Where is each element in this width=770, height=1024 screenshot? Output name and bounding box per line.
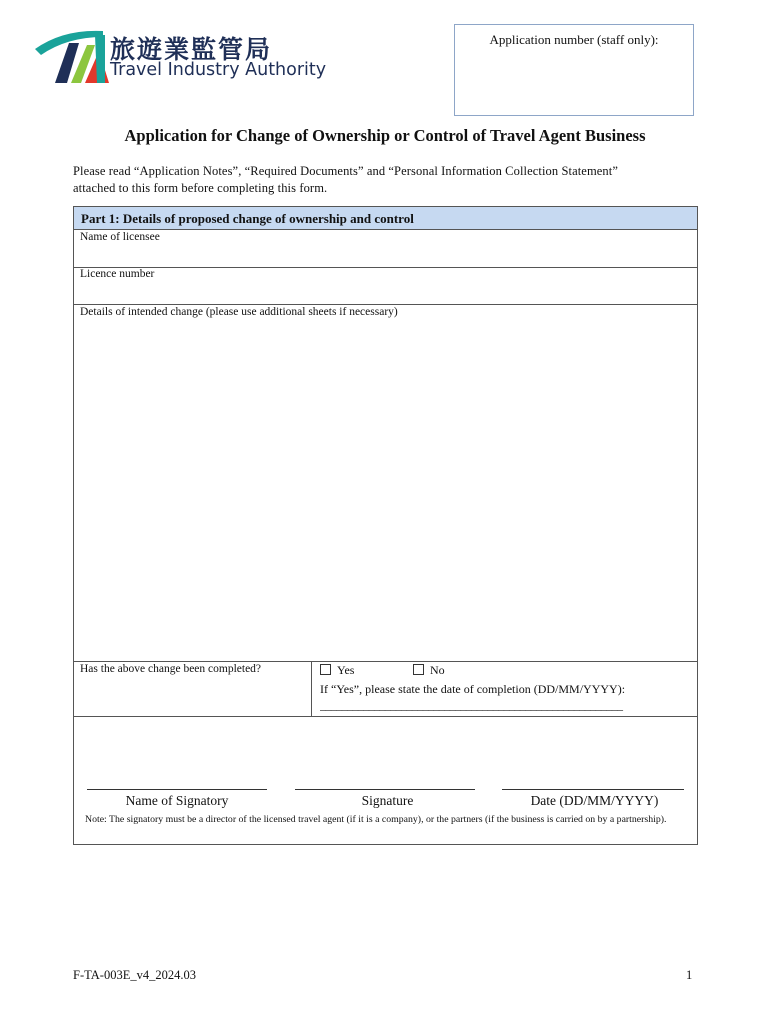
no-label: No	[430, 663, 445, 677]
yes-checkbox[interactable]	[320, 664, 331, 675]
completed-question: Has the above change been completed?	[80, 663, 262, 675]
yes-option[interactable]	[320, 663, 354, 678]
column-divider	[311, 661, 312, 716]
intro-line-1: Please read “Application Notes”, “Required Documents” and “Personal Information Collection Statement”	[73, 164, 618, 178]
signature-label: Signature	[361, 793, 414, 808]
signatory-note: Note: The signatory must be a director of the licensed travel agent (if it is a company), or the partners (if the business is carried on by a partnership).	[85, 814, 667, 825]
name-of-licensee-field[interactable]: Name of licensee	[80, 231, 160, 243]
intro-text	[73, 163, 698, 197]
no-checkbox[interactable]	[413, 664, 424, 675]
date-line[interactable]	[502, 789, 684, 790]
no-option[interactable]	[413, 663, 445, 678]
signatory-name-line[interactable]	[87, 789, 267, 790]
row-divider	[74, 304, 697, 305]
yes-label: Yes	[337, 663, 355, 677]
completion-date-field[interactable]: ________________________________________________________	[320, 698, 623, 712]
staff-application-number-box	[454, 24, 694, 116]
form-code: F-TA-003E_v4_2024.03	[73, 968, 196, 982]
page-number: 1	[686, 968, 693, 982]
date-label: Date (DD/MM/YYYY)	[530, 793, 659, 808]
intro-line-2: attached to this form before completing this form.	[73, 181, 328, 195]
row-divider	[74, 267, 697, 268]
staff-box-label: Application number (staff only):	[489, 32, 659, 47]
part1-header	[74, 207, 697, 230]
completion-date-prompt: If “Yes”, please state the date of completion (DD/MM/YYYY):	[320, 682, 626, 696]
form-title: Application for Change of Ownership or Control of Travel Agent Business	[124, 126, 646, 145]
licence-number-field[interactable]: Licence number	[80, 268, 155, 280]
logo-english-text: Travel Industry Authority	[110, 60, 327, 80]
signatory-name-label: Name of Signatory	[125, 793, 229, 808]
signature-line[interactable]	[295, 789, 475, 790]
part1-form-table	[73, 206, 698, 845]
logo-chinese-text: 旅遊業監管局	[110, 35, 273, 64]
row-divider	[74, 661, 697, 662]
details-of-change-field[interactable]: Details of intended change (please use additional sheets if necessary)	[80, 306, 398, 318]
row-divider	[74, 716, 697, 717]
part1-heading: Part 1: Details of proposed change of ownership and control	[81, 211, 414, 226]
